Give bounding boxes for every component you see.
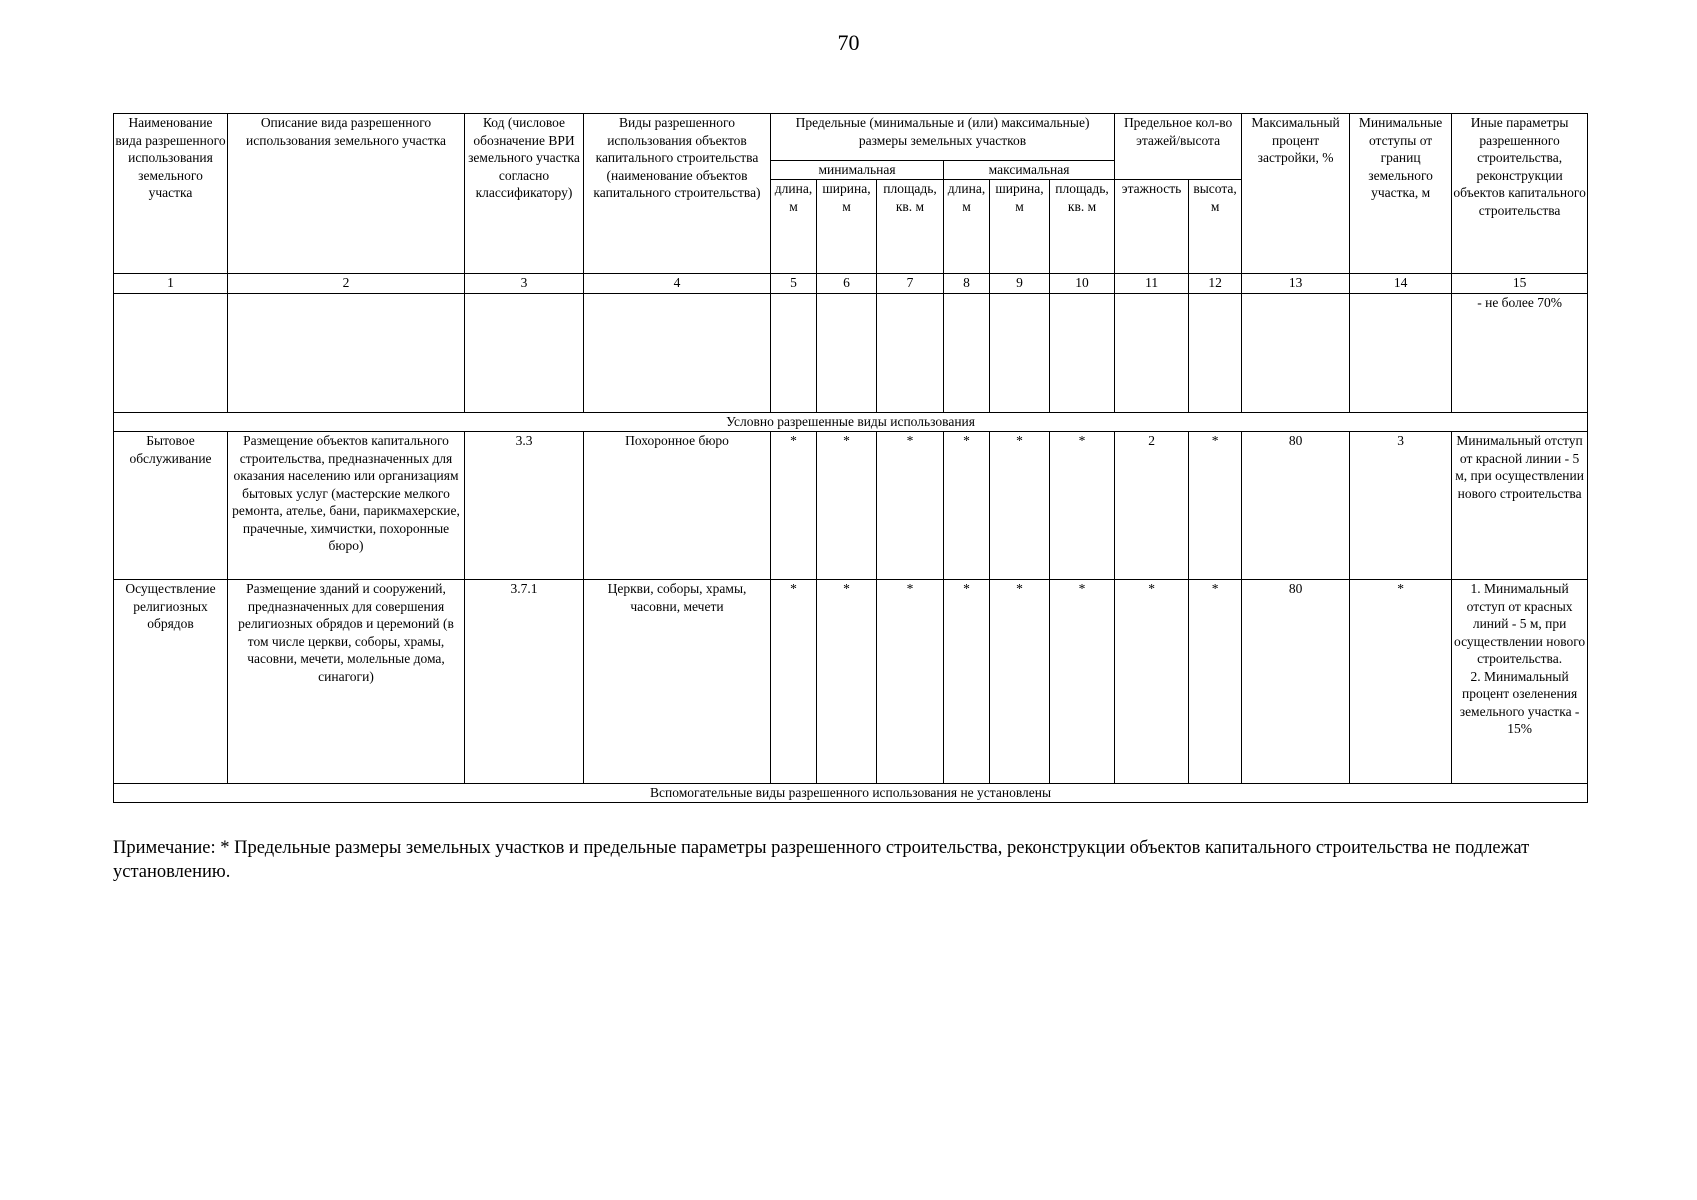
header-max-width: ширина, м [990,180,1050,274]
cell-min-area: * [877,580,944,784]
cell-floors: 2 [1115,432,1189,580]
header-floors: этажность [1115,180,1189,274]
cell-min-length: * [771,580,817,784]
cell-name: Бытовое обслуживание [114,432,228,580]
cell-other: 1. Минимальный отступ от красных линий - 5 м, при осуществлении нового строительства. 2. Минимальный процент озеленения земельного участка - 15% [1452,580,1588,784]
cell-description: Размещение объектов капитального строительства, предназначенных для оказания населению или организациям бытовых услуг (мастерские мелкого ремонта, ателье, бани, парикмахерские, прачечные, химчистки, похоронные бюро) [228,432,465,580]
header-code: Код (числовое обозначение ВРИ земельного участка согласно классификатору) [465,114,584,274]
column-number: 12 [1189,274,1242,294]
land-use-table [113,113,1588,803]
footnote: Примечание: * Предельные размеры земельных участков и предельные параметры разрешенного строительства, реконструкции объектов капитального строительства не подлежат установлению. [113,838,1530,883]
cell-height: * [1189,580,1242,784]
column-number: 2 [228,274,465,294]
column-number: 8 [944,274,990,294]
cell-min-setbacks: * [1350,580,1452,784]
column-number: 9 [990,274,1050,294]
header-max-length: длина, м [944,180,990,274]
table-row [114,580,1588,784]
header-min-length: длина, м [771,180,817,274]
section-conditional: Условно разрешенные виды использования [114,413,1588,432]
cell-max-length: * [944,580,990,784]
cell-floors: * [1115,580,1189,784]
column-number: 10 [1050,274,1115,294]
cell-min-length: * [771,432,817,580]
column-number: 6 [817,274,877,294]
cell-max-area: * [1050,580,1115,784]
column-number: 11 [1115,274,1189,294]
cell-height: * [1189,432,1242,580]
column-number: 1 [114,274,228,294]
cell-max-area: * [1050,432,1115,580]
column-number: 5 [771,274,817,294]
header-description: Описание вида разрешенного использования земельного участка [228,114,465,274]
table-row [114,432,1588,580]
header-maximal: максимальная [944,161,1115,180]
header-kinds: Виды разрешенного использования объектов капитального строительства (наименование объектов капитального строительства) [584,114,771,274]
column-number: 7 [877,274,944,294]
cell-code: 3.3 [465,432,584,580]
cell-min-area: * [877,432,944,580]
header-min-width: ширина, м [817,180,877,274]
carry-over-text: - не более 70% [1452,294,1588,413]
column-number: 14 [1350,274,1452,294]
cell-min-setbacks: 3 [1350,432,1452,580]
cell-max-width: * [990,580,1050,784]
cell-kinds: Церкви, соборы, храмы, часовни, мечети [584,580,771,784]
cell-max-width: * [990,432,1050,580]
header-row [114,114,1588,161]
section-auxiliary: Вспомогательные виды разрешенного использования не установлены [114,784,1588,803]
header-max-percent: Максимальный процент застройки, % [1242,114,1350,274]
header-min-area: площадь, кв. м [877,180,944,274]
cell-kinds: Похоронное бюро [584,432,771,580]
column-number: 13 [1242,274,1350,294]
header-floors-group: Предельное кол-во этажей/высота [1115,114,1242,180]
header-max-area: площадь, кв. м [1050,180,1115,274]
header-min-setbacks: Минимальные отступы от границ земельного участка, м [1350,114,1452,274]
page-number: 70 [837,30,860,55]
cell-description: Размещение зданий и сооружений, предназначенных для совершения религиозных обрядов и церемоний (в том числе церкви, соборы, храмы, часовни, мечети, молельные дома, синагоги) [228,580,465,784]
cell-other: Минимальный отступ от красной линии - 5 м, при осуществлении нового строительства [1452,432,1588,580]
cell-max-percent: 80 [1242,580,1350,784]
cell-max-percent: 80 [1242,432,1350,580]
column-number: 15 [1452,274,1588,294]
header-height: высота, м [1189,180,1242,274]
cell-max-length: * [944,432,990,580]
cell-min-width: * [817,432,877,580]
header-minimal: минимальная [771,161,944,180]
header-other-params: Иные параметры разрешенного строительства, реконструкции объектов капитального строительства [1452,114,1588,274]
carry-over-row [114,294,1588,413]
cell-code: 3.7.1 [465,580,584,784]
column-number: 3 [465,274,584,294]
cell-name: Осуществление религиозных обрядов [114,580,228,784]
column-numbers-row [114,274,1588,294]
section-row [114,413,1588,432]
header-name: Наименование вида разрешенного использования земельного участка [114,114,228,274]
cell-min-width: * [817,580,877,784]
section-row [114,784,1588,803]
header-limits: Предельные (минимальные и (или) максимальные) размеры земельных участков [771,114,1115,161]
column-number: 4 [584,274,771,294]
